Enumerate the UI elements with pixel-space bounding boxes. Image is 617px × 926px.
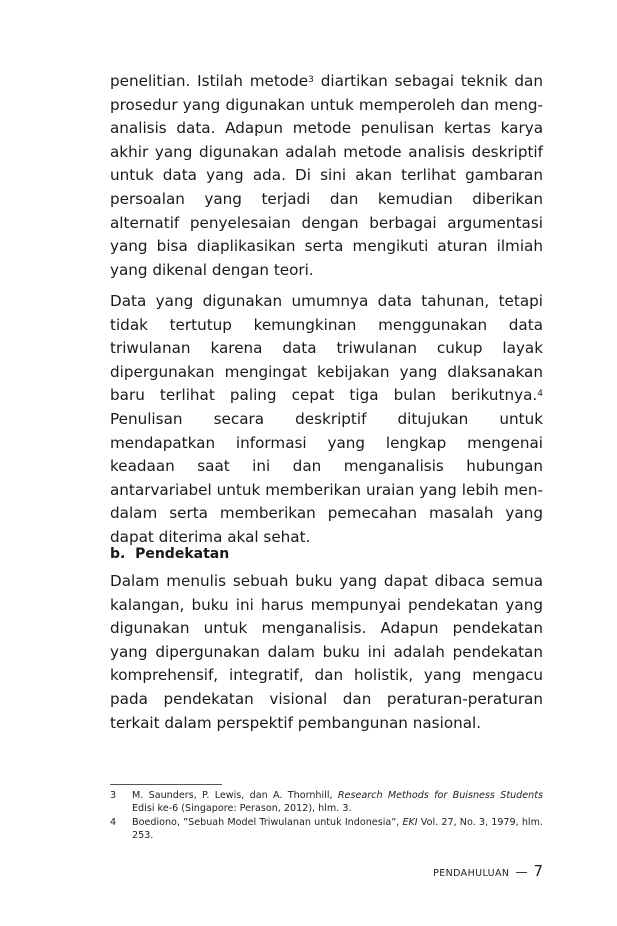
footnote-title: EKI [402, 817, 418, 828]
footnote-rest: Edisi ke-6 (Singapore: Perason, 2012), hlm. 3. [132, 803, 352, 814]
footnote-authors: Boediono, ”Sebuah Model Triwulanan untuk Indonesia”, [132, 817, 403, 828]
footnote-text [132, 816, 543, 842]
running-head: PENDAHULUAN [433, 868, 510, 879]
footnote-divider [110, 784, 222, 785]
footnote-text [132, 789, 543, 815]
paragraph-pendekatan: Dalam menulis sebuah buku yang dapat dibaca semua kalangan, buku ini harus mempunyai pendekatan yang digunakan untuk menganalisis. Adapun pendekatan yang dipergunakan dalam buku ini adalah pendekatan komprehensif, integratif, dan holistik, yang mengacu pada pendekatan visional dan peraturan-peraturan terkait dalam perspektif pembangunan nasional. [110, 572, 543, 732]
paragraph-text: diartikan sebagai teknik dan prosedur yang digunakan untuk memperoleh dan menganalisis data. Adapun metode penulisan kertas karya akhir yang digunakan adalah metode analisis deskriptif untuk data yang ada. Di sini akan terlihat gambaran persoalan yang terjadi dan kemudian diberikan alternatif penyelesaian dengan berbagai argumentasi yang bisa diaplikasikan serta mengikuti aturan ilmiah yang dikenal dengan teori. [110, 72, 543, 279]
footnote-reference[interactable]: 3 [308, 74, 314, 85]
footnote-rest: Vol. 27, No. 3, 1979, hlm. 253. [132, 817, 543, 841]
page-number: 7 [533, 862, 543, 880]
footnote-authors: M. Saunders, P. Lewis, dan A. Thornhill, [132, 790, 338, 801]
paragraph-metode [110, 70, 543, 282]
paragraph-text: Data yang digunakan umumnya data tahunan, tetapi tidak tertutup kemungkinan menggunakan data triwulanan karena data triwulanan cukup layak dipergunakan mengingat kebijakan yang dlaksanakan baru terlihat paling cepat tiga bulan berikutnya. [110, 292, 543, 405]
paragraph-data [110, 290, 543, 550]
footnote [110, 789, 543, 815]
footnote-reference[interactable]: 4 [537, 389, 543, 400]
footnote-number: 3 [110, 790, 117, 801]
page-footer [433, 862, 543, 880]
paragraph-text: penelitian. Istilah metode [110, 72, 309, 90]
paragraph-text: Penulisan secara deskriptif ditujukan untuk mendapatkan informasi yang lengkap mengenai keadaan saat ini dan menganalisis hubungan antarvariabel untuk memberikan uraian yang lebih mendalam serta memberikan pemecahan masalah yang dapat diterima akal sehat. [110, 409, 543, 546]
footnote [110, 816, 543, 842]
footnote-number: 4 [110, 817, 117, 828]
footer-dash: — [515, 865, 528, 879]
footnote-title: Research Methods for Buisness Students [337, 790, 543, 801]
section-heading: b. Pendekatan [110, 546, 230, 562]
footnotes [110, 789, 543, 843]
